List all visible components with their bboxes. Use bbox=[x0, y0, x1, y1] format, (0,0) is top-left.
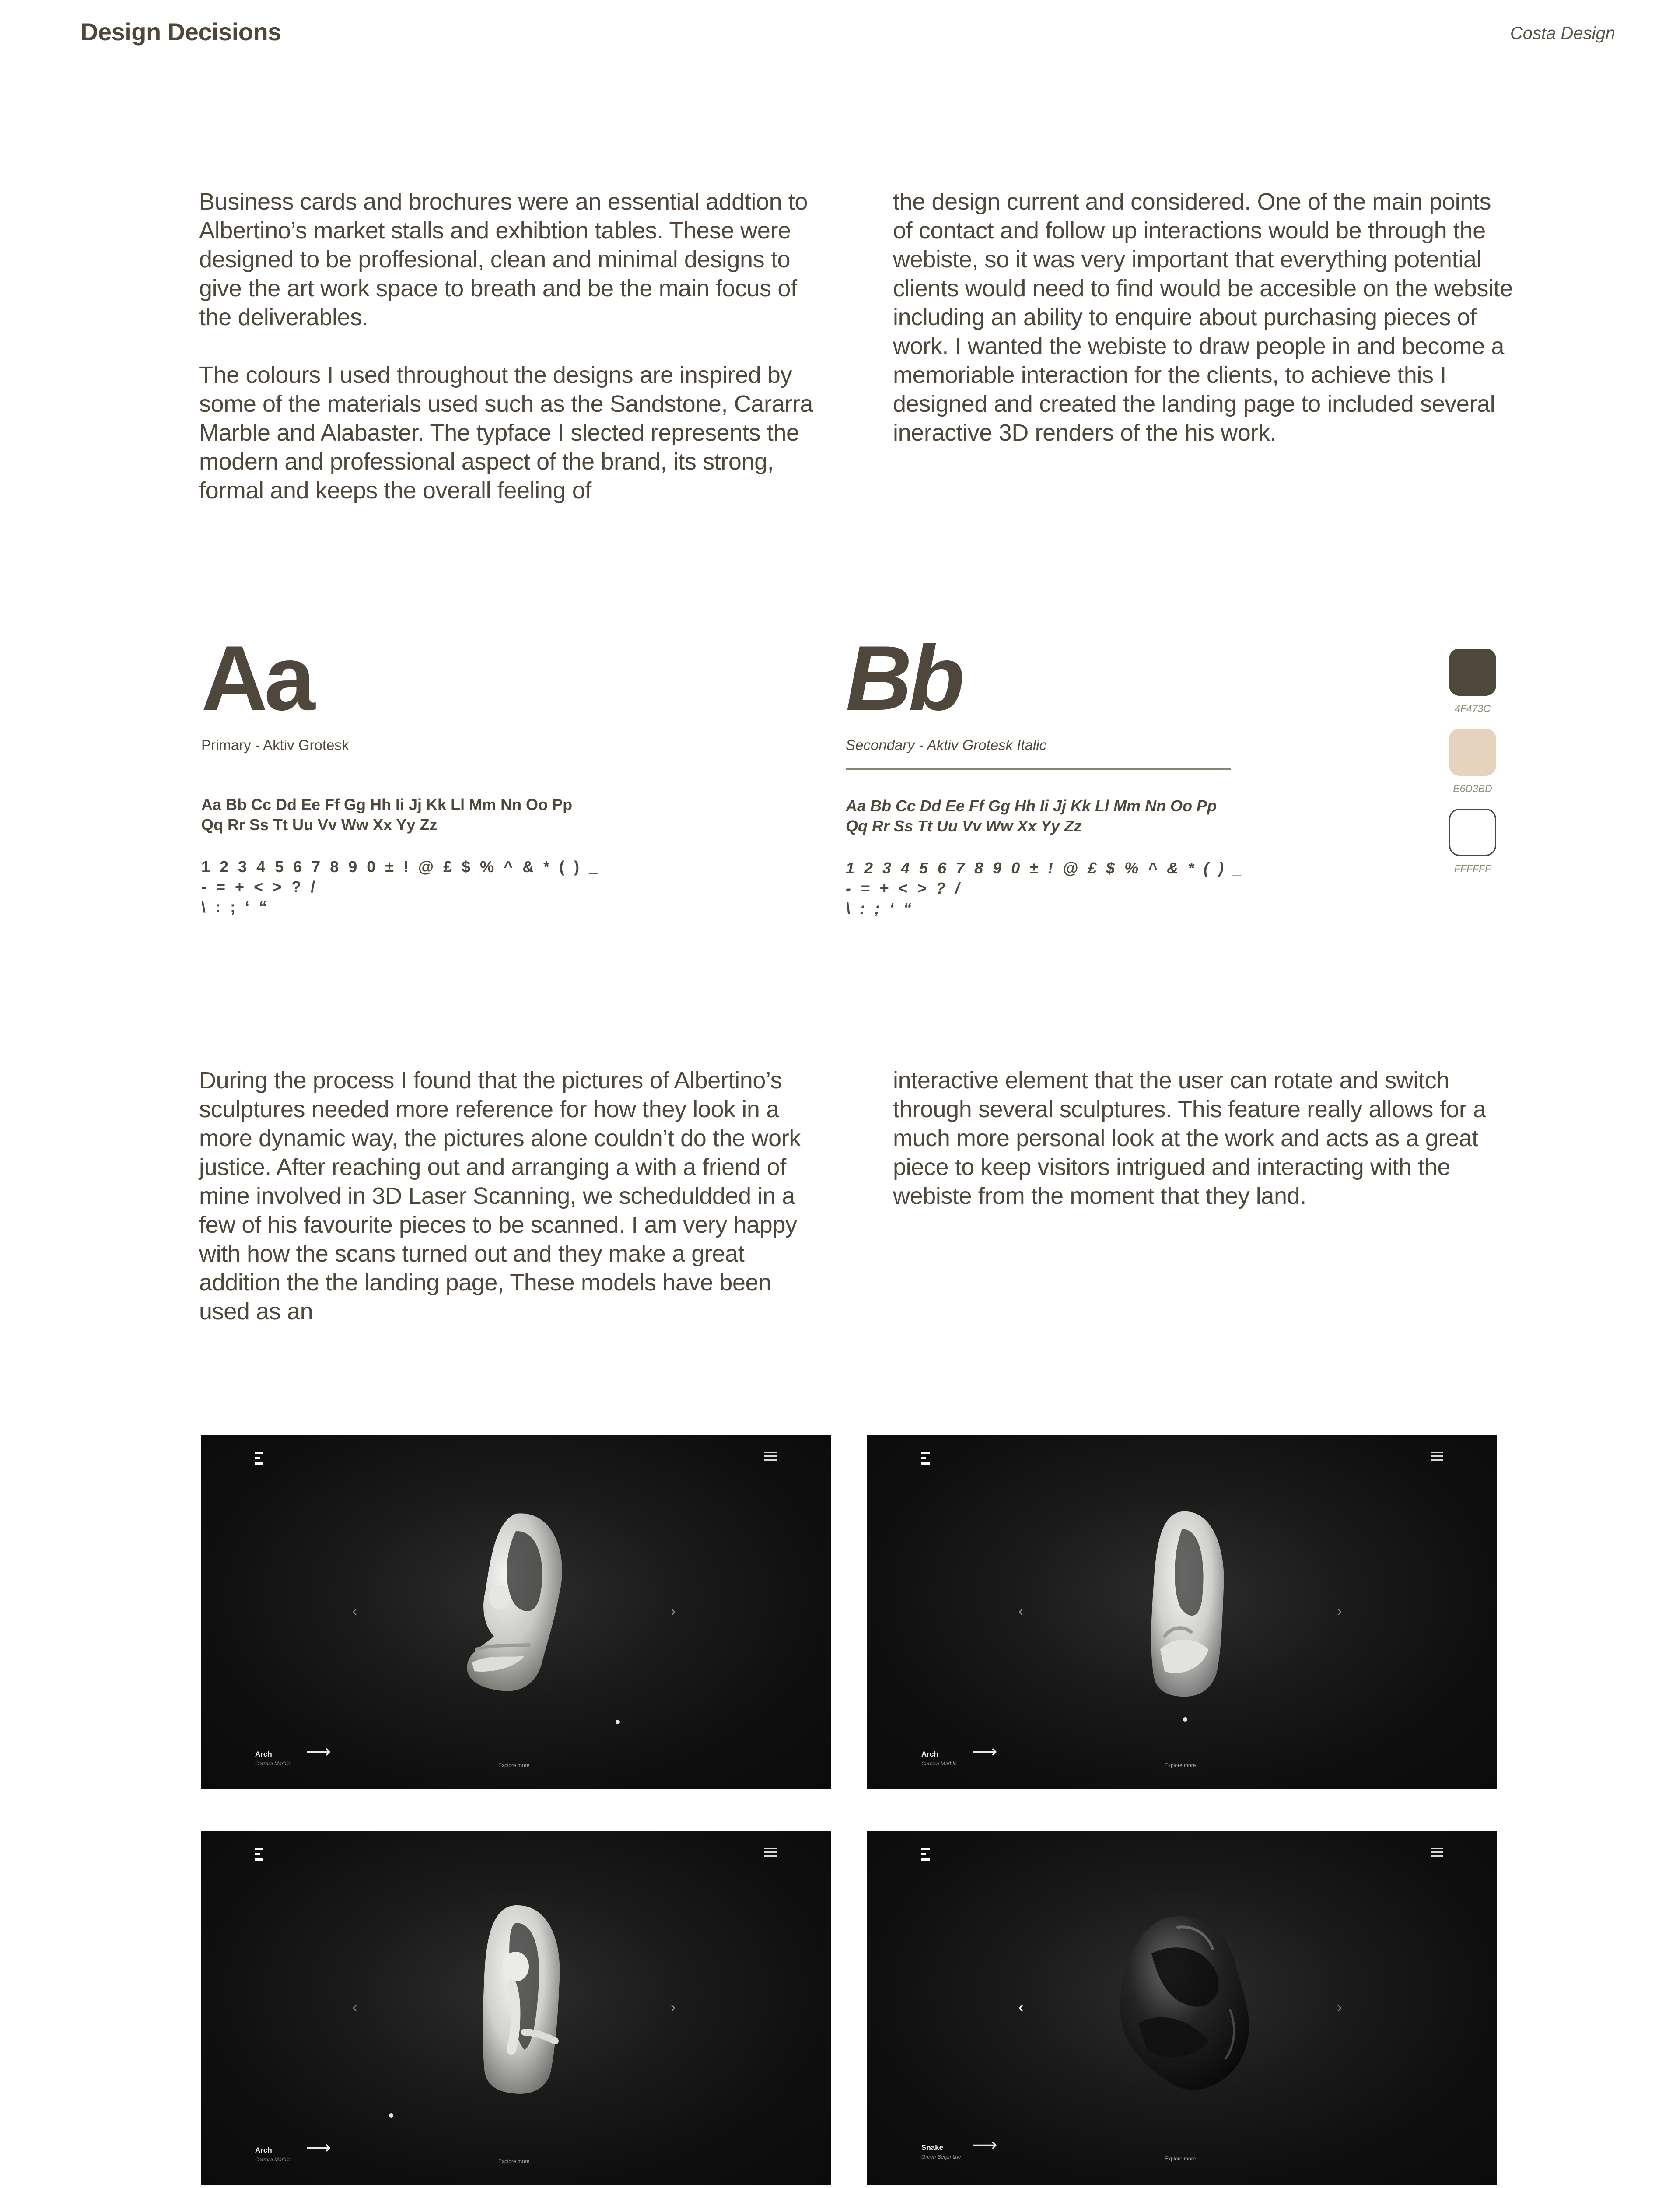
sculpture-title: Snake bbox=[921, 2143, 944, 2152]
page-title: Design Decisions bbox=[80, 18, 281, 46]
next-sculpture-button[interactable]: › bbox=[1337, 1603, 1342, 1620]
secondary-alphabet bbox=[846, 796, 1248, 836]
sculpture-material: Carrara Marble bbox=[255, 2156, 290, 2163]
prev-sculpture-button[interactable]: ‹ bbox=[1018, 1603, 1024, 1620]
secondary-glyph: Bb bbox=[846, 627, 961, 729]
next-sculpture-button[interactable]: › bbox=[671, 1999, 676, 2016]
next-sculpture-button[interactable]: › bbox=[1337, 1999, 1342, 2016]
color-swatch-label: FFFFFF bbox=[1454, 863, 1491, 874]
progress-dot bbox=[1183, 1717, 1187, 1722]
intro-paragraph: The colours I used throughout the designs are inspired by some of the materials used such as the Sandstone, Cararra Marble and Alabaster. The typface I slected represents the modern and professional aspect of the brand, its strong, formal and keeps the overall feeling of bbox=[199, 362, 813, 504]
secondary-typeface-name: Secondary - Aktiv Grotesk Italic bbox=[846, 737, 1231, 770]
process-paragraph: During the process I found that the pictures of Albertino’s sculptures needed more reference for how they look in a more dynamic way, the pictures alone couldn’t do the work justice. After reaching out and arranging a with a friend of mine involved in 3D Laser Scanning, we scheduldded in a few of his favourite pieces to be scanned. I am very happy with how the scans turned out and they make a great addition the the landing page, These models have been used as an bbox=[199, 1067, 801, 1325]
color-swatch-white bbox=[1449, 809, 1496, 856]
numerals-line: \ : ; ‘ “ bbox=[846, 899, 914, 917]
primary-alphabet bbox=[201, 795, 604, 835]
alphabet-line: Qq Rr Ss Tt Uu Vv Ww Xx Yy Zz bbox=[846, 817, 1082, 835]
sculpture-title: Arch bbox=[255, 2146, 272, 2154]
arrow-right-icon[interactable]: ⟶ bbox=[972, 2135, 998, 2155]
color-swatch-label: 4F473C bbox=[1455, 703, 1491, 714]
logo-icon[interactable] bbox=[255, 1848, 263, 1861]
numerals-line: 1 2 3 4 5 6 7 8 9 0 ± ! @ £ $ % ^ & * ( ) _ - = + < > ? / bbox=[846, 859, 1245, 897]
color-swatch-label: E6D3BD bbox=[1453, 783, 1492, 794]
explore-more-link[interactable]: Explore more bbox=[1165, 1762, 1196, 1768]
sculpture-material: Carrara Marble bbox=[255, 1760, 290, 1767]
logo-icon[interactable] bbox=[255, 1452, 263, 1465]
menu-icon[interactable] bbox=[1431, 1848, 1443, 1857]
secondary-typeface-specimen bbox=[846, 627, 1248, 919]
numerals-line: 1 2 3 4 5 6 7 8 9 0 ± ! @ £ $ % ^ & * ( ) _ - = + < > ? / bbox=[201, 858, 601, 896]
intro-paragraph: Business cards and brochures were an essential addtion to Albertino’s market stalls and exhibtion tables. These were designed to be proffesional, clean and minimal designs to give the art work space to breath and be the main focus of the deliverables. bbox=[199, 189, 808, 330]
next-sculpture-button[interactable]: › bbox=[671, 1603, 676, 1620]
prev-sculpture-button[interactable]: ‹ bbox=[352, 1999, 357, 2016]
sculpture-material: Carrara Marble bbox=[921, 1760, 957, 1767]
color-swatch-sand bbox=[1449, 729, 1496, 776]
intro-paragraph: the design current and considered. One of the main points of contact and follow up interactions would be through the webiste, so it was very important that everything potential clients would need to find would be accesible on the website including an ability to enquire about purchasing pieces of work. I wanted the webiste to draw people in and become a memoriable interaction for the clients, to achieve this I designed and created the landing page to included several ineractive 3D renders of the his work. bbox=[893, 189, 1513, 446]
secondary-numerals bbox=[846, 858, 1248, 919]
sculpture-render[interactable] bbox=[385, 1901, 647, 2111]
prev-sculpture-button[interactable]: ‹ bbox=[352, 1603, 357, 1620]
numerals-line: \ : ; ‘ “ bbox=[201, 898, 270, 916]
arrow-right-icon[interactable]: ⟶ bbox=[306, 1742, 331, 1761]
color-swatch-dark bbox=[1449, 649, 1496, 696]
primary-typeface-name: Primary - Aktiv Grotesk bbox=[201, 737, 349, 753]
sculpture-title: Arch bbox=[255, 1750, 272, 1758]
brand-name: Costa Design bbox=[1510, 24, 1615, 43]
menu-icon[interactable] bbox=[1431, 1452, 1443, 1461]
website-screenshot bbox=[867, 1435, 1497, 1789]
intro-text-right bbox=[893, 187, 1514, 447]
alphabet-line: Aa Bb Cc Dd Ee Ff Gg Hh Ii Jj Kk Ll Mm Nn Oo Pp bbox=[201, 796, 573, 813]
website-screenshot bbox=[201, 1435, 831, 1789]
alphabet-line: Qq Rr Ss Tt Uu Vv Ww Xx Yy Zz bbox=[201, 816, 438, 834]
prev-sculpture-button[interactable]: ‹ bbox=[1018, 1999, 1024, 2016]
explore-more-link[interactable]: Explore more bbox=[498, 1762, 530, 1768]
menu-icon[interactable] bbox=[764, 1848, 777, 1857]
logo-icon[interactable] bbox=[921, 1452, 930, 1465]
intro-text-left bbox=[199, 187, 820, 505]
progress-dot bbox=[616, 1720, 620, 1724]
sculpture-render[interactable] bbox=[1051, 1901, 1313, 2111]
primary-numerals bbox=[201, 857, 604, 917]
progress-dot bbox=[389, 2113, 393, 2118]
sculpture-render[interactable] bbox=[385, 1505, 647, 1715]
explore-more-link[interactable]: Explore more bbox=[1165, 2156, 1196, 2162]
arrow-right-icon[interactable]: ⟶ bbox=[972, 1742, 998, 1761]
website-screenshot bbox=[867, 1831, 1497, 2185]
menu-icon[interactable] bbox=[764, 1452, 777, 1461]
process-text-right bbox=[893, 1066, 1514, 1210]
sculpture-material: Green Serpintine bbox=[921, 2154, 961, 2160]
sculpture-render[interactable] bbox=[1051, 1505, 1313, 1715]
alphabet-line: Aa Bb Cc Dd Ee Ff Gg Hh Ii Jj Kk Ll Mm Nn Oo Pp bbox=[846, 797, 1217, 815]
primary-typeface-specimen bbox=[201, 627, 604, 917]
website-screenshot bbox=[201, 1831, 831, 2185]
primary-glyph: Aa bbox=[201, 627, 312, 729]
logo-icon[interactable] bbox=[921, 1848, 930, 1861]
explore-more-link[interactable]: Explore more bbox=[498, 2158, 530, 2164]
sculpture-title: Arch bbox=[921, 1750, 938, 1758]
process-text-left bbox=[199, 1066, 820, 1326]
arrow-right-icon[interactable]: ⟶ bbox=[306, 2138, 331, 2157]
process-paragraph: interactive element that the user can rotate and switch through several sculptures. This feature really allows for a much more personal look at the work and acts as a great piece to keep visitors intrigued and interacting with the webiste from the moment that they land. bbox=[893, 1067, 1486, 1209]
